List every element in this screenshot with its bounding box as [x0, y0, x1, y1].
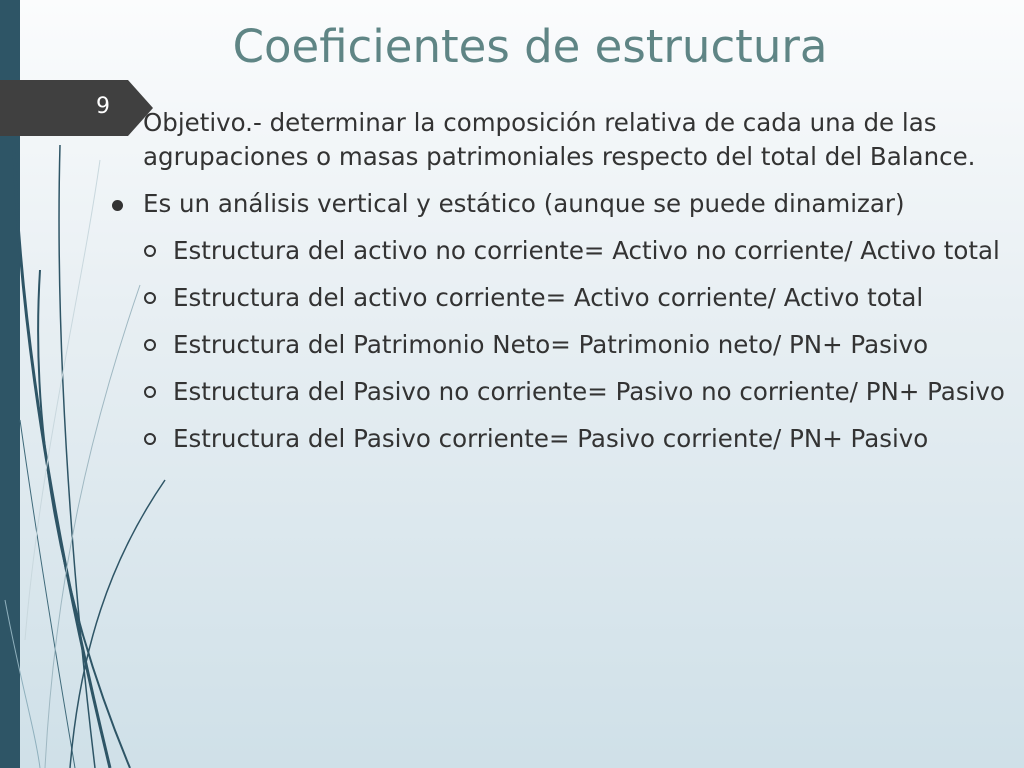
bullet-ring-icon — [144, 433, 156, 445]
bullet-dot-icon — [112, 200, 123, 211]
bullet-ring-icon — [144, 292, 156, 304]
list-item-text: Estructura del Pasivo corriente= Pasivo corriente/ PN+ Pasivo — [173, 424, 929, 453]
list-item-text: Es un análisis vertical y estático (aunque se puede dinamizar) — [143, 189, 905, 218]
list-item-text: Estructura del Patrimonio Neto= Patrimonio neto/ PN+ Pasivo — [173, 330, 929, 359]
list-item-text: Objetivo.- determinar la composición relativa de cada una de las agrupaciones o masas patrimoniales respecto del total del Balance. — [143, 108, 976, 171]
list-item — [110, 328, 1010, 362]
list-item-text: Estructura del Pasivo no corriente= Pasivo no corriente/ PN+ Pasivo — [173, 377, 1005, 406]
bullet-ring-icon — [144, 245, 156, 257]
list-item — [110, 375, 1010, 409]
list-item — [110, 106, 1010, 174]
list-item — [110, 187, 1010, 221]
slide-title: Coeficientes de estructura — [232, 20, 828, 73]
list-item — [110, 234, 1010, 268]
list-item-text: Estructura del activo no corriente= Activo no corriente/ Activo total — [173, 236, 1000, 265]
slide-number: 9 — [96, 94, 110, 119]
list-item — [110, 281, 1010, 315]
bullet-ring-icon — [144, 339, 156, 351]
list-item — [110, 422, 1010, 456]
list-item-text: Estructura del activo corriente= Activo corriente/ Activo total — [173, 283, 924, 312]
bullet-ring-icon — [144, 386, 156, 398]
slide-content — [110, 106, 1010, 469]
